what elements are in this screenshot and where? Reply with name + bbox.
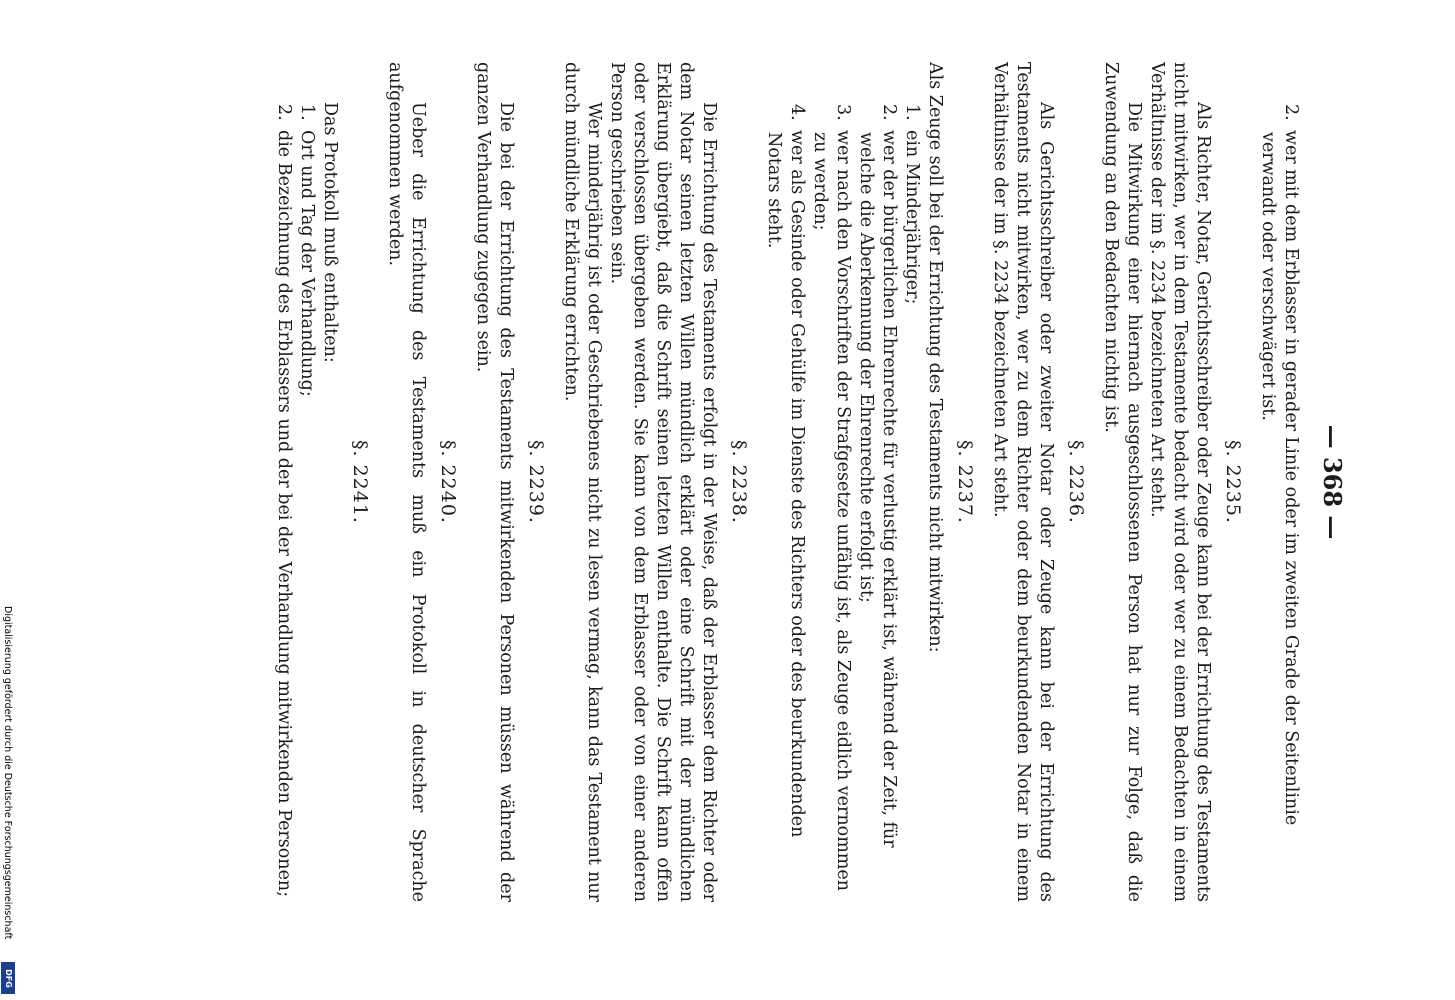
item-text: wer mit dem Erblasser in gerader Linie oder im zweiten Grade der Seitenlinie verwandt oder verschwägert ist. xyxy=(1258,130,1301,826)
dfg-logo-text: DFG xyxy=(3,968,13,988)
paragraph: Die Mitwirkung einer hiernach ausgeschlossenen Person hat nur zur Folge, daß die Zuwendung an den Bedachten nichtig ist. xyxy=(1101,62,1144,902)
paragraph: Als Richter, Notar, Gerichtsschreiber oder Zeuge kann bei der Errichtung des Testaments nicht mitwirken, wer in dem Testamente bedacht wird oder wer zu einem Bedachten in einem Verhältnisse der im §. 2234 bezeichneten Art steht. xyxy=(1147,62,1213,902)
paragraph: Als Gerichtsschreiber oder zweiter Notar oder Zeuge kann bei der Errichtung des Testaments nicht mitwirken, wer zu dem Richter oder dem beurkundenden Notar in einem Verhältnisse der im §. 2234 bezeichneten Art steht. xyxy=(990,62,1056,902)
list-item xyxy=(1256,62,1302,902)
item-text: wer der bürgerlichen Ehrenrechte für verlustig erklärt ist, während der Zeit, für welche die Aberkennung der Ehrenrechte erfolgt ist; xyxy=(856,130,899,848)
item-number: 4. xyxy=(787,104,807,121)
list-item xyxy=(808,62,854,902)
section-heading: §. 2237. xyxy=(954,440,976,524)
list-item xyxy=(854,62,900,902)
item-number: 2. xyxy=(274,104,294,121)
paragraph: Das Protokoll muß enthalten: xyxy=(320,102,340,363)
section-heading: §. 2238. xyxy=(728,440,750,524)
item-number: 3. xyxy=(833,104,853,121)
section-heading: §. 2239. xyxy=(525,440,547,524)
item-number: 1. xyxy=(902,104,922,121)
page-number: — 368 — xyxy=(1318,424,1347,540)
item-number: 1. xyxy=(297,104,317,121)
list-item xyxy=(762,62,808,902)
item-text: wer als Gesinde oder Gehülfe im Dienste des Richters oder des beurkundenden Notars steht. xyxy=(764,130,807,838)
section-heading: §. 2235. xyxy=(1222,440,1244,524)
list-item xyxy=(295,62,318,902)
paragraph: Die Errichtung des Testaments erfolgt in der Weise, daß der Erblasser dem Richter oder dem Notar seinen letzten Willen mündlich erklärt oder eine Schrift mit der mündlichen Erklärung übergiebt, daß die Schrift seinen letzten Willen enthalte. Die Schrift kann offen oder verschlossen übergeben werden. Sie kann von dem Erblasser oder von einer anderen Person geschrieben sein. xyxy=(607,62,719,902)
section-heading: §. 2241. xyxy=(349,440,371,524)
item-number: 2. xyxy=(879,104,899,121)
dfg-logo xyxy=(1,962,15,994)
list-item xyxy=(272,62,295,902)
paragraph: Die bei der Errichtung des Testaments mitwirkenden Personen müssen während der ganzen Verhandlung zugegen sein. xyxy=(473,62,516,902)
item-text: ein Minderjähriger; xyxy=(902,130,922,305)
section-heading: §. 2240. xyxy=(437,440,459,524)
digitization-footer xyxy=(0,0,16,1000)
item-number: 2. xyxy=(1281,104,1301,121)
section-heading: §. 2236. xyxy=(1065,440,1087,524)
document-page xyxy=(222,32,1352,932)
item-text: die Bezeichnung des Erblassers und der bei der Verhandlung mitwirkenden Personen; xyxy=(274,130,294,898)
paragraph: Ueber die Errichtung des Testaments muß ein Protokoll in deutscher Sprache aufgenommen werden. xyxy=(385,62,428,902)
item-text: wer nach den Vorschriften der Strafgesetze unfähig ist, als Zeuge eidlich vernommen zu werden; xyxy=(810,130,853,892)
paragraph: Wer minderjährig ist oder Geschriebenes nicht zu lesen vermag, kann das Testament nur durch mündliche Erklärung errichten. xyxy=(561,62,604,902)
paragraph: Als Zeuge soll bei der Errichtung des Testaments nicht mitwirken: xyxy=(925,62,945,653)
funding-credit: Digitalisierung gefördert durch die Deutsche Forschungsgemeinschaft xyxy=(2,606,13,940)
list-item xyxy=(900,62,923,902)
item-text: Ort und Tag der Verhandlung; xyxy=(297,130,317,397)
